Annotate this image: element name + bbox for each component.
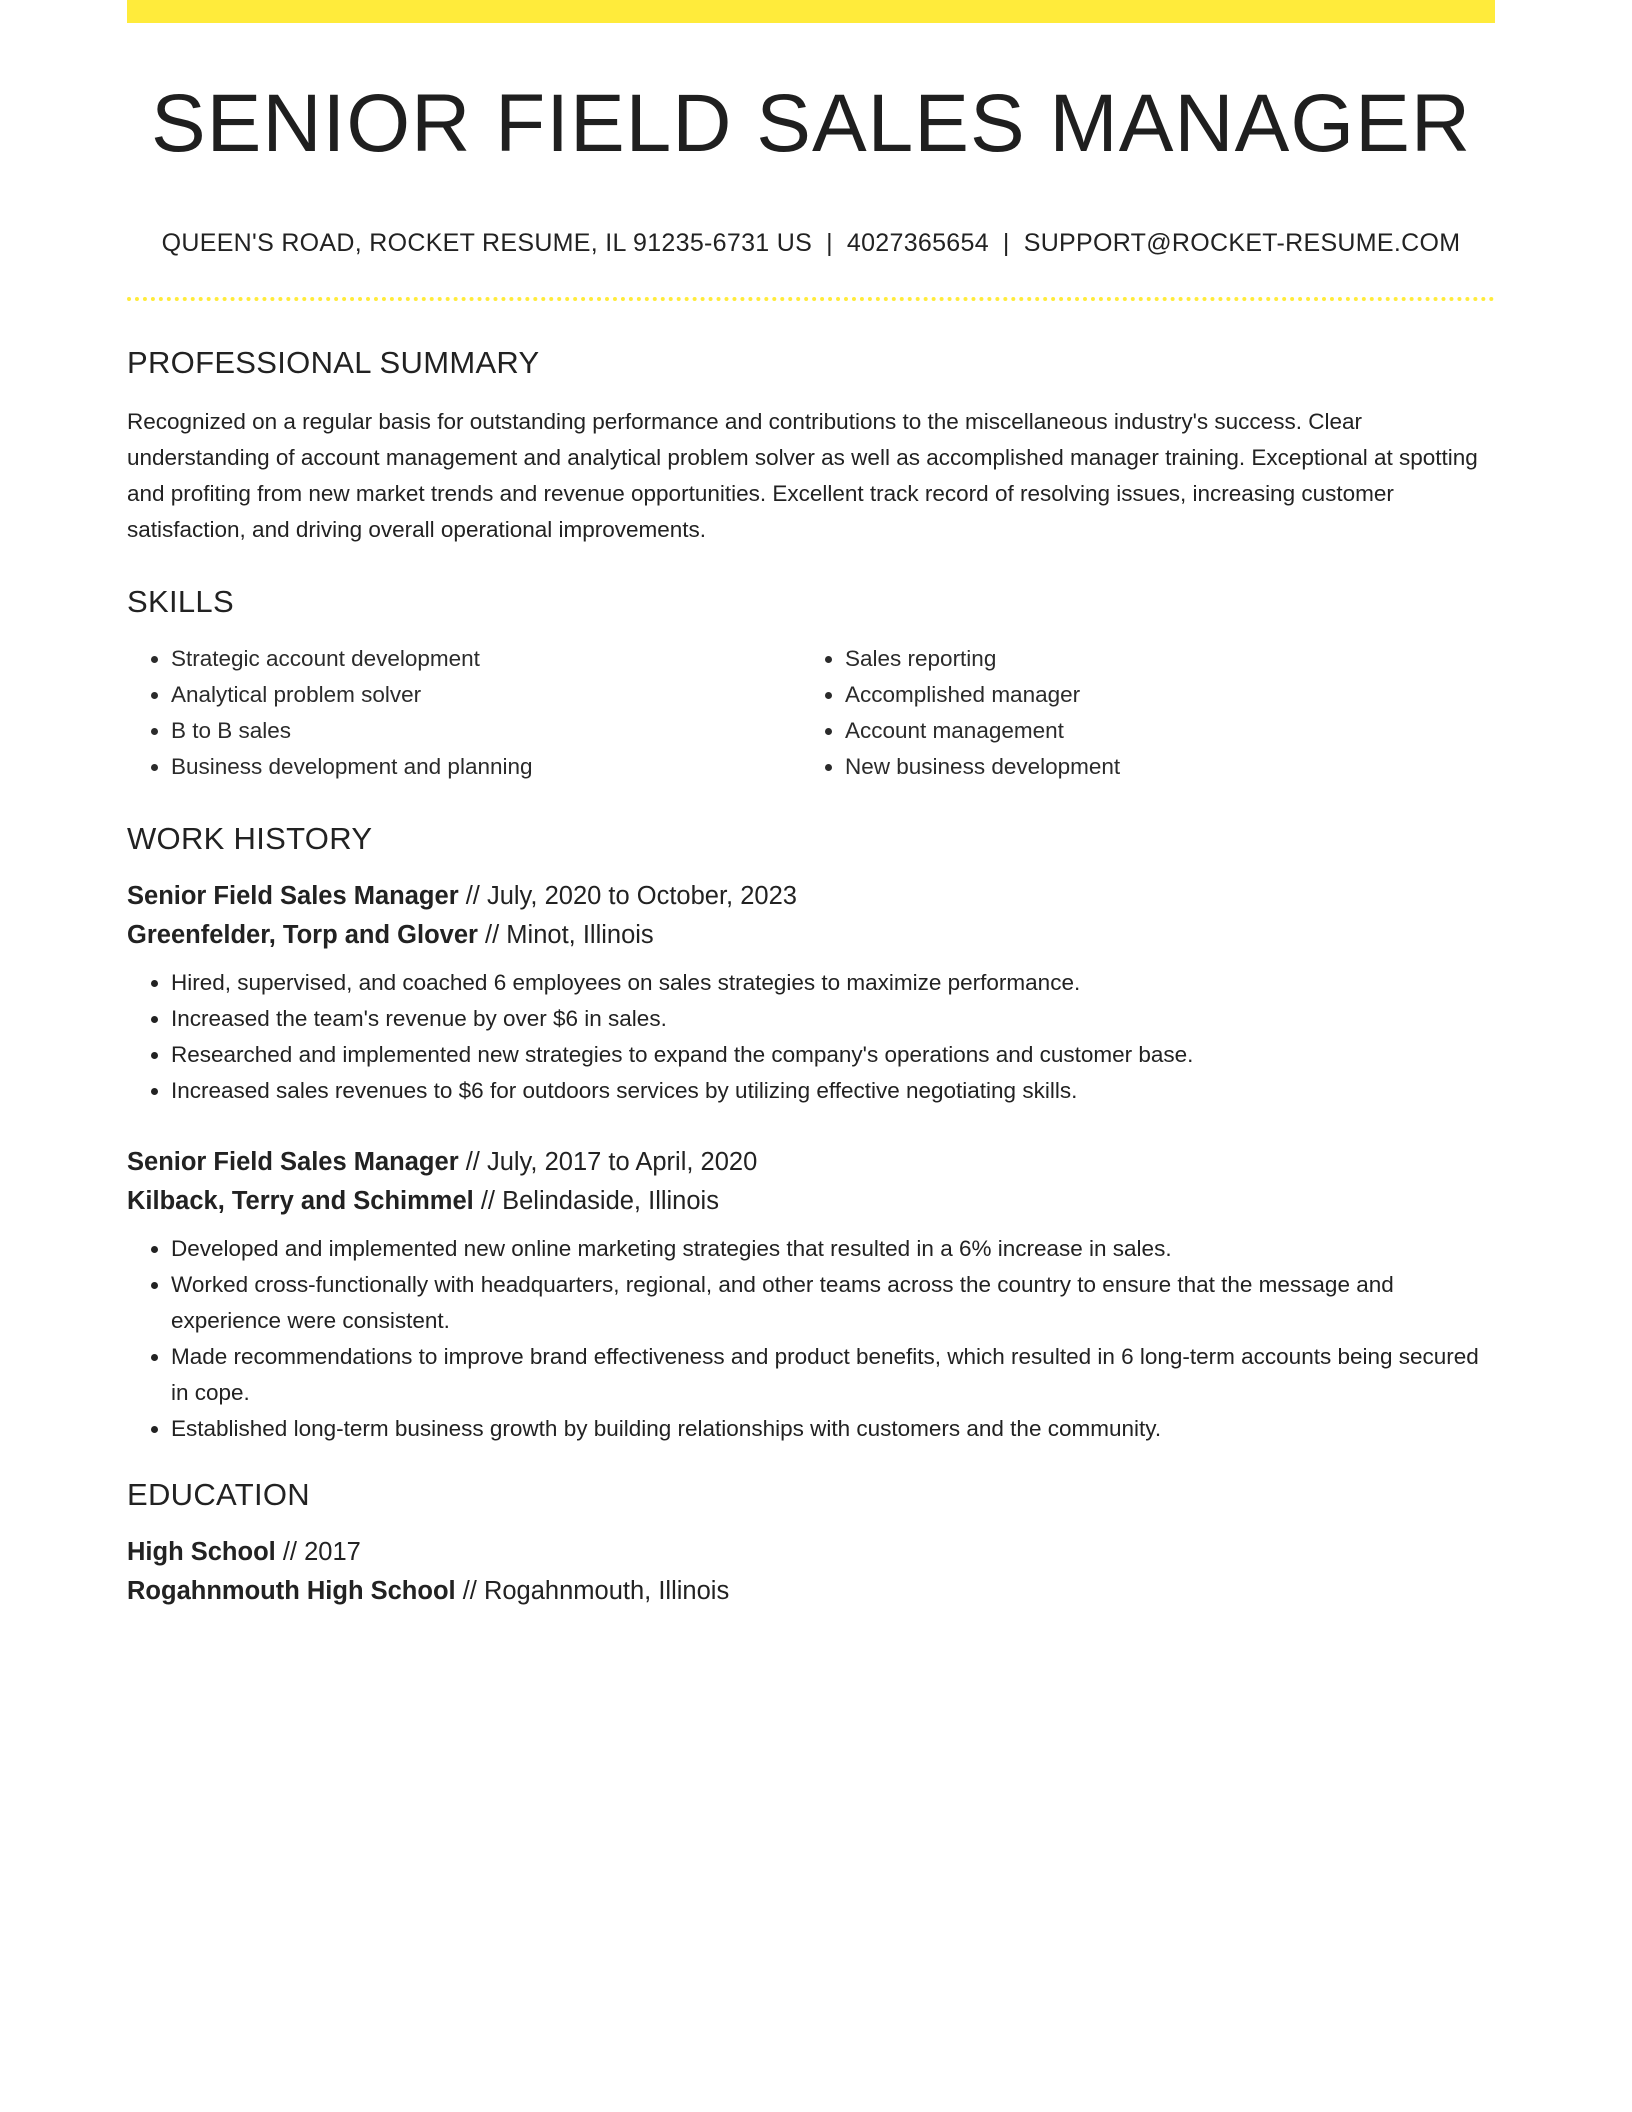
job-company: Kilback, Terry and Schimmel bbox=[127, 1187, 474, 1215]
contact-email[interactable]: SUPPORT@ROCKET-RESUME.COM bbox=[1023, 229, 1461, 257]
contact-phone: 4027365654 bbox=[846, 229, 989, 257]
education-heading: EDUCATION bbox=[127, 1477, 310, 1512]
job-company-line bbox=[127, 916, 1495, 955]
contact-address: QUEEN'S ROAD, ROCKET RESUME, IL 91235-6731 US bbox=[161, 229, 813, 257]
job-dates: // July, 2020 to October, 2023 bbox=[458, 882, 797, 910]
job-entry bbox=[127, 1143, 1495, 1447]
skill-item: • Sales reporting bbox=[845, 641, 1475, 677]
job-bullet: • Increased sales revenues to $6 for outdoors services by utilizing effective negotiating skills. bbox=[171, 1073, 1495, 1109]
education-school-line bbox=[127, 1572, 1495, 1611]
education-degree-line bbox=[127, 1533, 1495, 1572]
contact-separator: | bbox=[1002, 229, 1010, 257]
education-year: // 2017 bbox=[275, 1538, 361, 1566]
work-history-heading: WORK HISTORY bbox=[127, 821, 373, 856]
skill-item: • Strategic account development bbox=[171, 641, 801, 677]
job-bullet: • Developed and implemented new online marketing strategies that resulted in a 6% increase in sales. bbox=[171, 1231, 1495, 1267]
job-bullet: • Hired, supervised, and coached 6 employees on sales strategies to maximize performance. bbox=[171, 965, 1495, 1001]
skill-item: • B to B sales bbox=[171, 713, 801, 749]
education-entry bbox=[127, 1533, 1495, 1611]
job-role-line bbox=[127, 1143, 1495, 1182]
job-role: Senior Field Sales Manager bbox=[127, 1148, 459, 1176]
contact-line bbox=[127, 231, 1495, 256]
skills-heading: SKILLS bbox=[127, 584, 234, 619]
skill-item: • Business development and planning bbox=[171, 749, 801, 785]
job-role-line bbox=[127, 877, 1495, 916]
job-entry bbox=[127, 877, 1495, 1109]
job-bullets bbox=[127, 965, 1495, 1109]
job-bullets bbox=[127, 1231, 1495, 1447]
skills-column-right bbox=[801, 641, 1475, 785]
job-location: // Minot, Illinois bbox=[477, 921, 654, 949]
skill-item: • Accomplished manager bbox=[845, 677, 1475, 713]
skill-item: • Account management bbox=[845, 713, 1475, 749]
job-bullet: • Increased the team's revenue by over $6 in sales. bbox=[171, 1001, 1495, 1037]
job-role: Senior Field Sales Manager bbox=[127, 882, 459, 910]
job-bullet: • Made recommendations to improve brand effectiveness and product benefits, which resulted in 6 long-term accounts being secured in cope. bbox=[171, 1339, 1495, 1411]
dotted-divider bbox=[127, 297, 1495, 301]
education-school: Rogahnmouth High School bbox=[127, 1577, 456, 1605]
job-bullet: • Established long-term business growth by building relationships with customers and the community. bbox=[171, 1411, 1495, 1447]
summary-text: Recognized on a regular basis for outstanding performance and contributions to the miscellaneous industry's success. Clear understanding of account management and analytical problem solver as well as accomplished manager training. Exceptional at spotting and profiting from new market trends and revenue opportunities. Excellent track record of resolving issues, increasing customer satisfaction, and driving overall operational improvements. bbox=[127, 409, 1478, 542]
job-company-line bbox=[127, 1182, 1495, 1221]
job-bullet: • Worked cross-functionally with headquarters, regional, and other teams across the country to ensure that the message and experience were consistent. bbox=[171, 1267, 1495, 1339]
skill-item: • New business development bbox=[845, 749, 1475, 785]
job-bullet: • Researched and implemented new strategies to expand the company's operations and customer base. bbox=[171, 1037, 1495, 1073]
summary-heading: PROFESSIONAL SUMMARY bbox=[127, 345, 540, 380]
resume-page bbox=[127, 0, 1495, 1611]
education-degree: High School bbox=[127, 1538, 276, 1566]
education-location: // Rogahnmouth, Illinois bbox=[455, 1577, 730, 1605]
top-accent-bar bbox=[127, 0, 1495, 23]
job-location: // Belindaside, Illinois bbox=[473, 1187, 719, 1215]
page-title: SENIOR FIELD SALES MANAGER bbox=[150, 78, 1472, 169]
contact-separator: | bbox=[826, 229, 833, 257]
skills-column-left bbox=[127, 641, 801, 785]
job-company: Greenfelder, Torp and Glover bbox=[127, 921, 478, 949]
job-dates: // July, 2017 to April, 2020 bbox=[458, 1148, 758, 1176]
skills-list bbox=[127, 641, 1495, 785]
skill-item: • Analytical problem solver bbox=[171, 677, 801, 713]
